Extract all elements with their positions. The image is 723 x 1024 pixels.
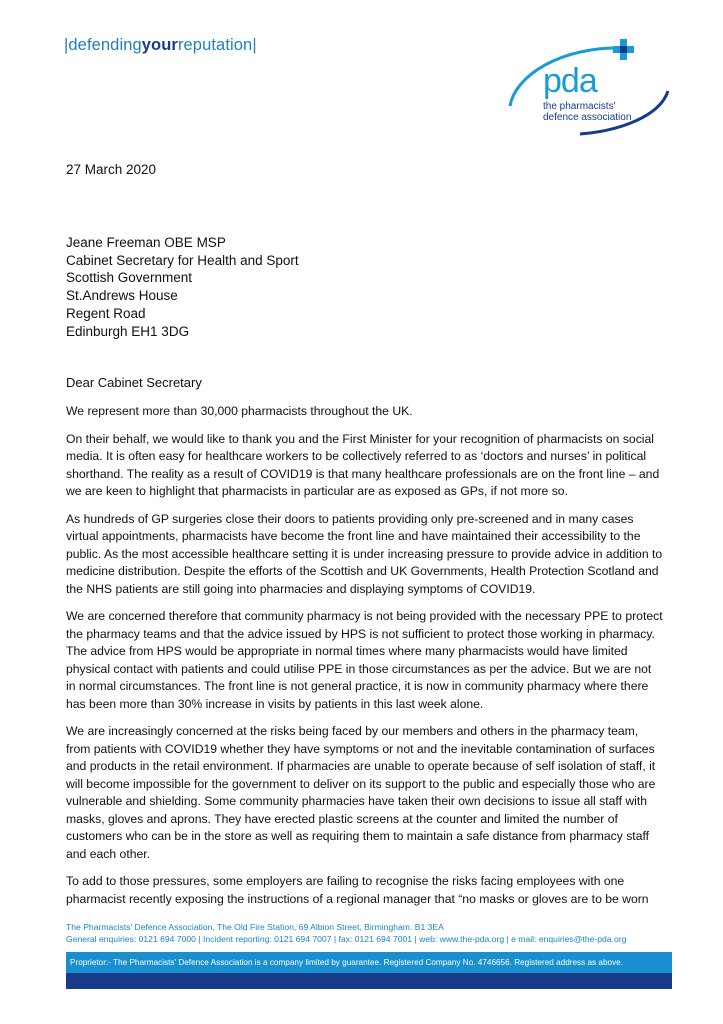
tagline-your: your [141,36,178,54]
recipient-line: Jeane Freeman OBE MSP [66,235,226,250]
pda-logo-text: pda [543,62,597,100]
footer-contact: General enquiries: 0121 694 7000 | Incident reporting: 0121 694 7007 | fax: 0121 694 7001 | web: www.the-pda.org | e mail: enquiries@the-pda.org [66,934,627,944]
body-paragraph: We represent more than 30,000 pharmacists throughout the UK. [66,404,413,418]
recipient-line: Cabinet Secretary for Health and Sport [66,252,299,268]
letter-date: 27 March 2020 [66,162,157,177]
footer-bottom-bar [66,973,672,989]
footer-proprietor-bar: Proprietor:- The Pharmacists' Defence Association is a company limited by guarantee. Registered Company No. 4746656. Registered address as above. [66,952,672,973]
letter-body [66,403,664,918]
footer-address: The Pharmacists' Defence Association, The Old Fire Station, 69 Albion Street, Birmingham. B1 3EA [66,922,444,932]
footer [66,921,672,989]
tagline-bar-left: | [64,36,69,54]
body-paragraph: We are concerned therefore that community pharmacy is not being provided with the necessary PPE to protect the pharmacy teams and that the advice issued by HPS is not sufficient to protect those working in pharmacy. The advice from HPS would be appropriate in normal times where many pharmacists would have limited physical contact with patients and could utilise PPE in those circumstances as per the advice. But we are not in normal circumstances. The front line is not general practice, it is now in community pharmacy where there has been more than 30% increase in visits by patients in this last week alone. [66,609,663,711]
tagline-reputation: reputation [177,36,253,54]
recipient-line: Scottish Government [66,270,193,286]
recipient-line: St.Andrews House [66,288,178,304]
tagline [64,36,257,55]
body-paragraph: On their behalf, we would like to thank you and the First Minister for your recognition of pharmacists on social media. It is often easy for healthcare workers to be collectively referred to as ‘doctors and nurses’ in political shorthand. The reality as a result of COVID19 is that many healthcare professionals are on the front line – and we are keen to highlight that pharmacists in particular are as exposed as GPs, if not more so. [66,431,660,498]
body-paragraph: To add to those pressures, some employers are failing to recognise the risks facing employees with one pharmacist recently exposing the instructions of a regional manager that “no masks or gloves are to be worn [66,874,649,906]
recipient-line: Edinburgh EH1 3DG [66,323,190,339]
body-paragraph: As hundreds of GP surgeries close their doors to patients providing only pre-screened and in many cases virtual appointments, pharmacists have become the front line and have maintained their accessibility to the public. As the most accessible healthcare setting it is under increasing pressure to provide advice in addition to medicine distribution. Despite the efforts of the Scottish and UK Governments, Health Protection Scotland and the NHS patients are still going into pharmacies and displaying symptoms of COVID19. [66,511,663,596]
logo-subtitle-line1: the pharmacists' [543,101,616,112]
logo-subtitle-line2: defence association [543,112,632,123]
salutation: Dear Cabinet Secretary [66,375,202,390]
recipient-line: Regent Road [66,305,146,321]
tagline-defending: defending [68,36,142,54]
cross-icon [613,39,634,60]
recipient-address [66,234,299,340]
body-paragraph: We are increasingly concerned at the risks being faced by our members and others in the pharmacy team, from patients with COVID19 whether they have symptoms or not and the inevitable contamination of surfaces and products in the retail environment. If pharmacies are unable to operate because of self isolation of staff, it will become impossible for the government to deliver on its support to the public and especially those who are vulnerable and shielding. Some community pharmacies have taken their own decisions to issue all staff with masks, gloves and aprons. They have erected plastic screens at the counter and limited the number of customers who can be in the store as well as requiring them to maintain a safe distance from pharmacy staff and each other. [66,724,656,861]
pda-logo-subtitle [543,101,631,123]
tagline-bar-right: | [252,36,257,54]
